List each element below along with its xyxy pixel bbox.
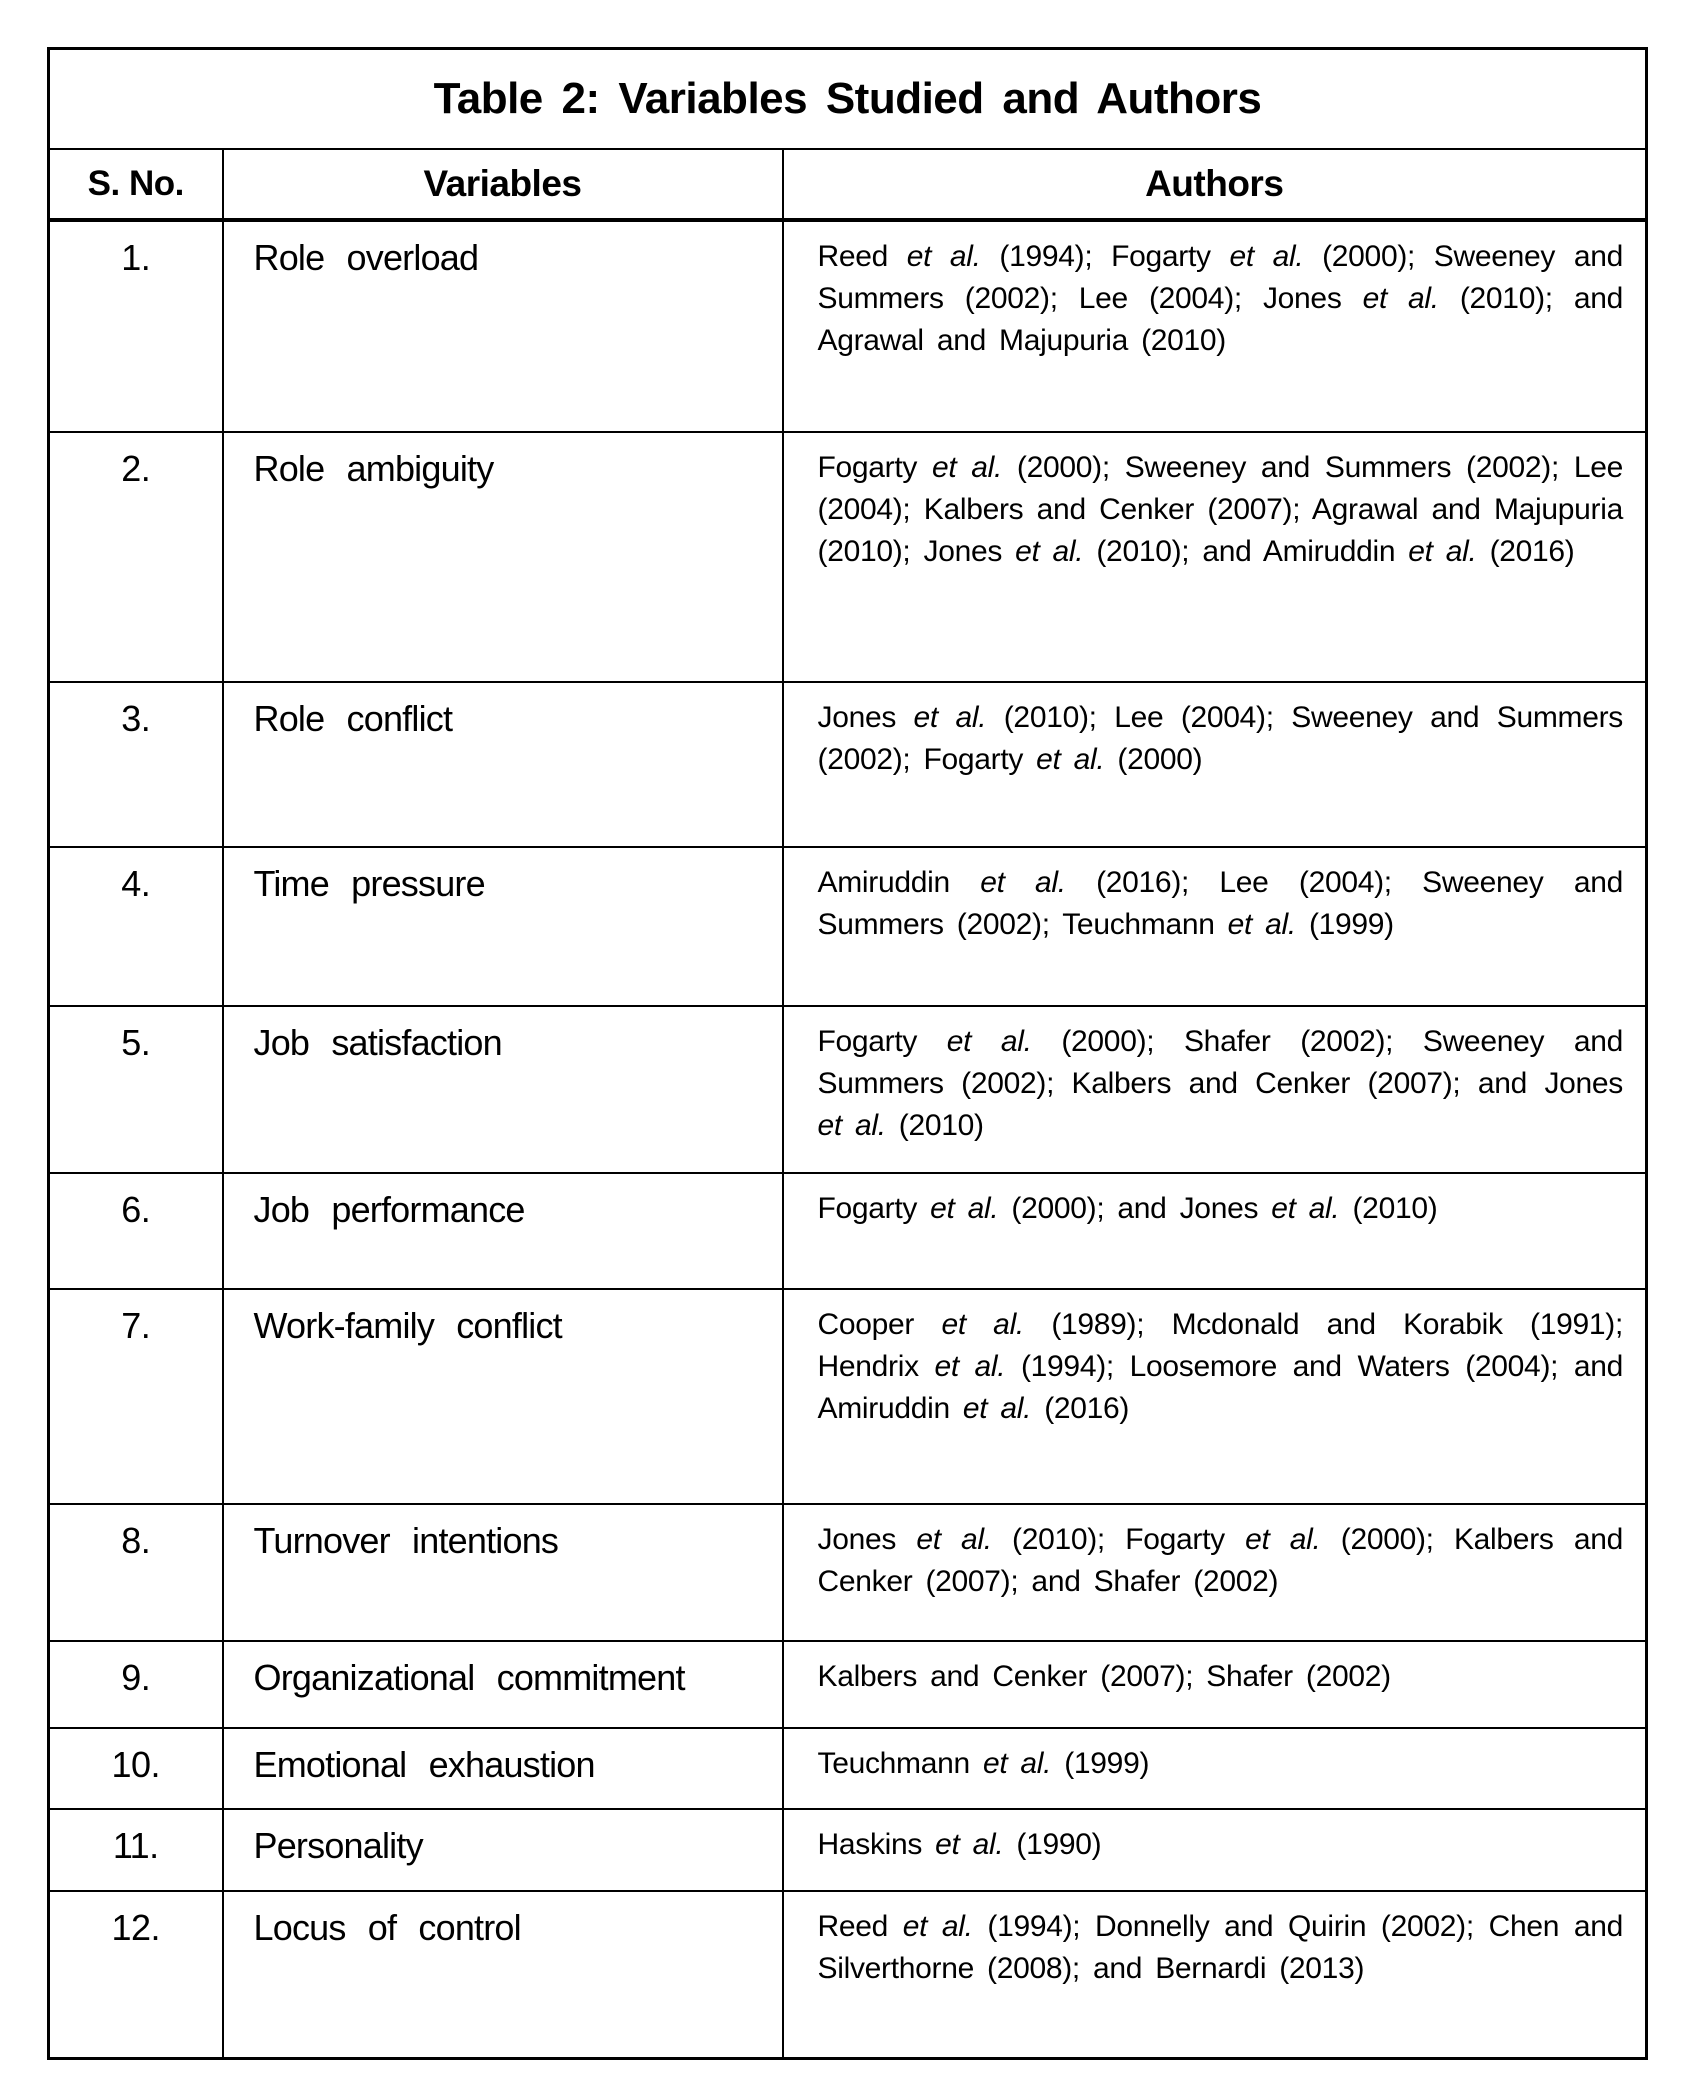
- et-al-italic: et al.: [980, 866, 1066, 899]
- authors-cell: Fogarty et al. (2000); Sweeney and Summers (2002); Lee (2004); Kalbers and Cenker (2007); Agrawal and Majupuria (2010); Jones et al. (2010); and Amiruddin et al. (2016): [783, 432, 1647, 682]
- et-al-italic: et al.: [1408, 535, 1477, 568]
- sno-cell: 4.: [49, 847, 223, 1006]
- column-header-variables: Variables: [223, 149, 783, 220]
- table-row: [49, 220, 1647, 432]
- et-al-italic: et al.: [1271, 1192, 1340, 1225]
- et-al-italic: et al.: [1015, 535, 1084, 568]
- table-row: [49, 432, 1647, 682]
- header-row: [49, 149, 1647, 220]
- variable-cell: Job performance: [223, 1173, 783, 1289]
- table-row: [49, 847, 1647, 1006]
- et-al-italic: et al.: [941, 1308, 1024, 1341]
- authors-cell: Reed et al. (1994); Fogarty et al. (2000); Sweeney and Summers (2002); Lee (2004); Jones et al. (2010); and Agrawal and Majupuria (2010): [783, 220, 1647, 432]
- column-header-authors: Authors: [783, 149, 1647, 220]
- variable-cell: Role ambiguity: [223, 432, 783, 682]
- sno-cell: 11.: [49, 1809, 223, 1891]
- table-row: [49, 682, 1647, 847]
- table-row: [49, 1641, 1647, 1728]
- et-al-italic: et al.: [902, 1910, 973, 1943]
- et-al-italic: et al.: [930, 1192, 999, 1225]
- sno-cell: 1.: [49, 220, 223, 432]
- et-al-italic: et al.: [1036, 743, 1105, 776]
- authors-cell: Jones et al. (2010); Fogarty et al. (2000); Kalbers and Cenker (2007); and Shafer (2002): [783, 1504, 1647, 1641]
- authors-cell: Fogarty et al. (2000); Shafer (2002); Sweeney and Summers (2002); Kalbers and Cenker (2007); and Jones et al. (2010): [783, 1006, 1647, 1173]
- authors-cell: Haskins et al. (1990): [783, 1809, 1647, 1891]
- et-al-italic: et al.: [982, 1747, 1052, 1780]
- et-al-italic: et al.: [962, 1392, 1032, 1425]
- et-al-italic: et al.: [946, 1025, 1032, 1058]
- table-row: [49, 1289, 1647, 1504]
- variable-cell: Role overload: [223, 220, 783, 432]
- variable-cell: Work-family conflict: [223, 1289, 783, 1504]
- variable-cell: Emotional exhaustion: [223, 1728, 783, 1809]
- et-al-italic: et al.: [817, 1109, 886, 1142]
- table-row: [49, 1504, 1647, 1641]
- table-row: [49, 1728, 1647, 1809]
- sno-cell: 8.: [49, 1504, 223, 1641]
- sno-cell: 5.: [49, 1006, 223, 1173]
- variable-cell: Time pressure: [223, 847, 783, 1006]
- variable-cell: Organizational commitment: [223, 1641, 783, 1728]
- table-row: [49, 1891, 1647, 2058]
- authors-cell: Teuchmann et al. (1999): [783, 1728, 1647, 1809]
- authors-cell: Kalbers and Cenker (2007); Shafer (2002): [783, 1641, 1647, 1728]
- title-row: [49, 49, 1647, 150]
- table-title: Table 2: Variables Studied and Authors: [49, 49, 1647, 150]
- sno-cell: 2.: [49, 432, 223, 682]
- variable-cell: Personality: [223, 1809, 783, 1891]
- sno-cell: 12.: [49, 1891, 223, 2058]
- et-al-italic: et al.: [906, 240, 981, 273]
- table-row: [49, 1809, 1647, 1891]
- authors-cell: Reed et al. (1994); Donnelly and Quirin (2002); Chen and Silverthorne (2008); and Bernardi (2013): [783, 1891, 1647, 2058]
- authors-cell: Jones et al. (2010); Lee (2004); Sweeney and Summers (2002); Fogarty et al. (2000): [783, 682, 1647, 847]
- sno-cell: 10.: [49, 1728, 223, 1809]
- variable-cell: Role conflict: [223, 682, 783, 847]
- sno-cell: 9.: [49, 1641, 223, 1728]
- variable-cell: Turnover intentions: [223, 1504, 783, 1641]
- variables-authors-table: [47, 47, 1648, 2060]
- et-al-italic: et al.: [1245, 1523, 1321, 1556]
- et-al-italic: et al.: [1229, 240, 1304, 273]
- et-al-italic: et al.: [916, 1523, 992, 1556]
- et-al-italic: et al.: [913, 701, 987, 734]
- variable-cell: Locus of control: [223, 1891, 783, 2058]
- authors-cell: Cooper et al. (1989); Mcdonald and Korabik (1991); Hendrix et al. (1994); Loosemore and Waters (2004); and Amiruddin et al. (2016): [783, 1289, 1647, 1504]
- authors-cell: Amiruddin et al. (2016); Lee (2004); Sweeney and Summers (2002); Teuchmann et al. (1999): [783, 847, 1647, 1006]
- et-al-italic: et al.: [1227, 908, 1296, 941]
- et-al-italic: et al.: [934, 1350, 1006, 1383]
- et-al-italic: et al.: [931, 451, 1003, 484]
- sno-cell: 7.: [49, 1289, 223, 1504]
- table-row: [49, 1006, 1647, 1173]
- table-row: [49, 1173, 1647, 1289]
- et-al-italic: et al.: [1362, 282, 1439, 315]
- variable-cell: Job satisfaction: [223, 1006, 783, 1173]
- sno-cell: 6.: [49, 1173, 223, 1289]
- et-al-italic: et al.: [935, 1828, 1004, 1861]
- sno-cell: 3.: [49, 682, 223, 847]
- column-header-sno: S. No.: [49, 149, 223, 220]
- authors-cell: Fogarty et al. (2000); and Jones et al. (2010): [783, 1173, 1647, 1289]
